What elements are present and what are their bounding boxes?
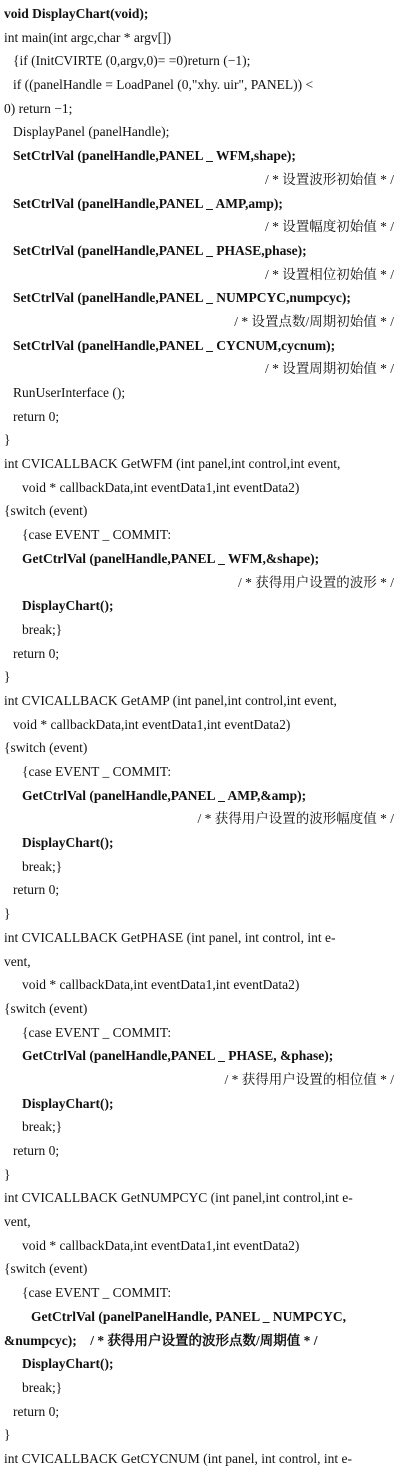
code-line: {case EVENT _ COMMIT: (22, 764, 172, 779)
code-comment-line: / * 设置点数/周期初始值 * / (234, 313, 394, 329)
code-line: int main(int argc,char * argv[]) (4, 29, 172, 45)
code-line: int CVICALLBACK GetWFM (int panel,int control,int event, (4, 456, 341, 472)
code-line: DisplayChart(); (22, 835, 114, 851)
code-line: SetCtrlVal (panelHandle,PANEL _ AMP,amp); (13, 195, 283, 211)
code-line: break;} (22, 621, 63, 637)
code-line: DisplayChart(); (22, 1095, 114, 1111)
code-comment-line: / * 设置幅度初始值 * / (264, 219, 394, 235)
code-line: vent, (4, 1214, 31, 1230)
code-line: 0) return −1; (4, 100, 73, 116)
code-line: void * callbackData,int eventData1,int eventData2) (22, 479, 300, 495)
code-comment-line: / * 获得用户设置的相位值 * / (224, 1071, 394, 1087)
code-line: if ((panelHandle = LoadPanel (0,"xhy. uir", PANEL)) < (13, 77, 314, 93)
code-line: {case EVENT _ COMMIT: (22, 1285, 172, 1301)
code-line: {case EVENT _ COMMIT: (22, 1024, 172, 1040)
code-line: void * callbackData,int eventData1,int eventData2) (13, 716, 291, 732)
code-line: return 0; (13, 645, 60, 661)
code-line: GetCtrlVal (panelHandle,PANEL _ WFM,&shape); (22, 550, 320, 566)
code-line: void * callbackData,int eventData1,int eventData2) (22, 1237, 300, 1253)
code-line: } (4, 669, 11, 685)
code-line: {if (InitCVIRTE (0,argv,0)= =0)return (−1); (13, 53, 251, 69)
code-line: GetCtrlVal (panelHandle,PANEL _ AMP,&amp); (22, 787, 307, 803)
code-line: SetCtrlVal (panelHandle,PANEL _ NUMPCYC,numpcyc); (13, 290, 351, 306)
code-line: SetCtrlVal (panelHandle,PANEL _ WFM,shape); (13, 148, 296, 164)
code-line: return 0; (13, 1403, 60, 1419)
code-line: } (4, 906, 11, 922)
code-line: DisplayPanel (panelHandle); (13, 124, 170, 140)
code-line: {case EVENT _ COMMIT: (22, 527, 172, 543)
code-line: {switch (event) (4, 503, 88, 519)
code-comment-line: / * 设置周期初始值 * / (264, 361, 394, 377)
code-line: {switch (event) (4, 1261, 88, 1277)
code-line: GetCtrlVal (panelHandle,PANEL _ PHASE, &phase); (22, 1048, 334, 1064)
code-line: } (4, 1427, 11, 1443)
code-comment-line: / * 获得用户设置的波形 * / (237, 574, 394, 590)
code-line: } (4, 1166, 11, 1182)
code-line: RunUserInterface (); (13, 385, 126, 400)
code-line: DisplayChart(); (22, 1356, 114, 1372)
code-line: break;} (22, 1119, 63, 1135)
code-comment-line: / * 设置波形初始值 * / (264, 171, 394, 187)
code-comment-line: / * 设置相位初始值 * / (264, 266, 394, 282)
code-line: int CVICALLBACK GetNUMPCYC (int panel,int control,int e- (4, 1190, 353, 1206)
code-line: return 0; (13, 1143, 60, 1158)
code-line: void * callbackData,int eventData1,int eventData2) (22, 977, 300, 993)
code-line: SetCtrlVal (panelHandle,PANEL _ PHASE,phase); (13, 242, 307, 258)
code-line: int CVICALLBACK GetPHASE (int panel, int control, int e- (4, 929, 336, 945)
code-line: } (4, 432, 11, 448)
code-line: SetCtrlVal (panelHandle,PANEL _ CYCNUM,cycnum); (13, 337, 336, 353)
code-line: break;} (22, 858, 63, 874)
code-line: DisplayChart(); (22, 598, 114, 614)
code-comment-line: / * 获得用户设置的波形幅度值 * / (197, 811, 394, 827)
code-line: return 0; (13, 882, 60, 898)
code-line: {switch (event) (4, 1000, 88, 1016)
code-line: vent, (4, 953, 31, 969)
code-line: GetCtrlVal (panelPanelHandle, PANEL _ NUMPCYC, (31, 1308, 346, 1324)
code-line: break;} (22, 1379, 63, 1395)
code-line: int CVICALLBACK GetAMP (int panel,int control,int event, (4, 692, 337, 708)
code-line: int CVICALLBACK GetCYCNUM (int panel, int control, int e- (4, 1450, 352, 1466)
code-line: return 0; (13, 408, 60, 424)
code-line: {switch (event) (4, 740, 88, 756)
code-line: &numpcyc); / * 获得用户设置的波形点数/周期值 * / (4, 1332, 318, 1348)
code-line: void DisplayChart(void); (4, 6, 149, 21)
